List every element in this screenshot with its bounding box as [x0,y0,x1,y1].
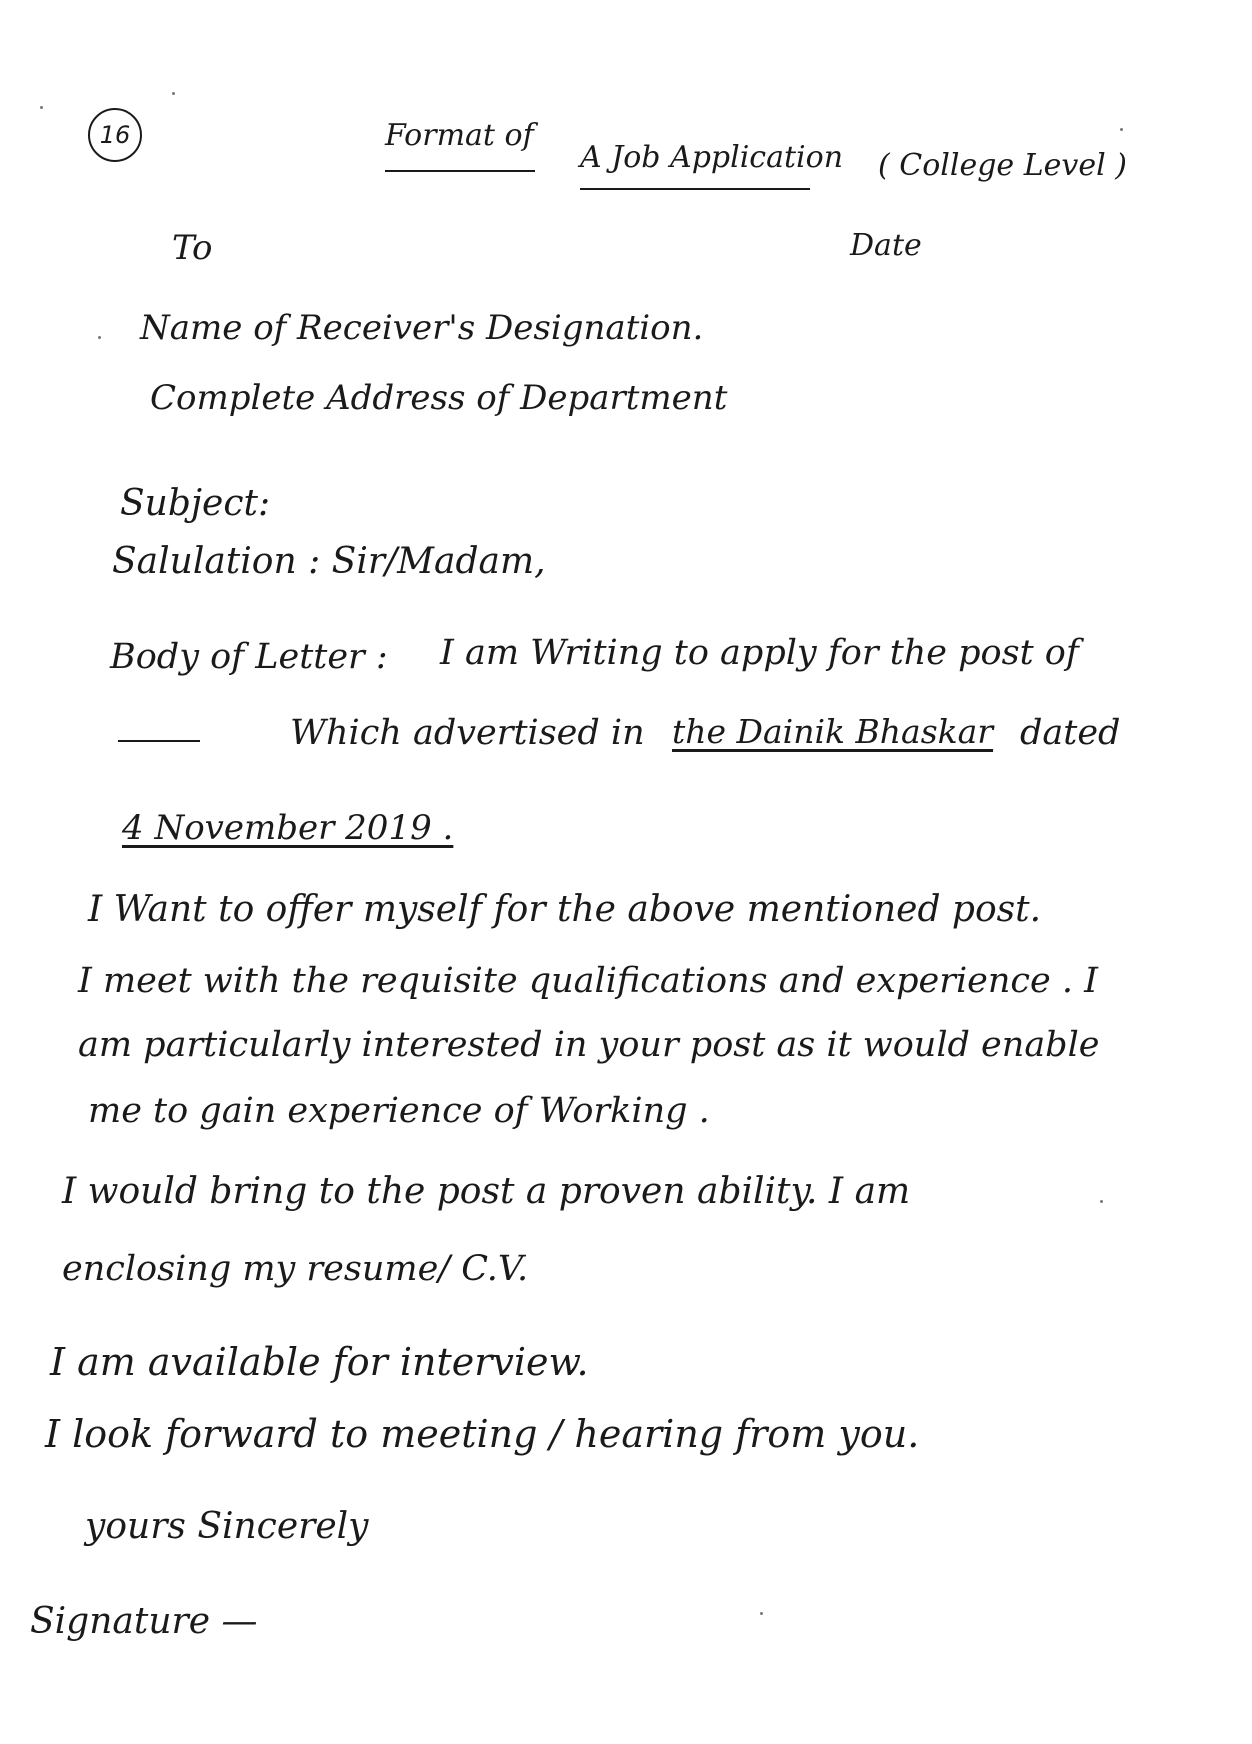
signature-line: Signature — [30,1601,258,1642]
scan-speck [40,106,43,109]
body-line2-suffix: dated [1020,713,1121,753]
para1-line2: I meet with the requisite qualifications and experience . I [78,961,1098,1001]
para1-line3: am particularly interested in your post as it would enable [78,1025,1100,1065]
scan-speck [1120,128,1123,131]
para1-line4: me to gain experience of Working . [88,1091,710,1131]
to-label: To [172,228,213,268]
page-number: 16 [99,121,131,149]
closing: yours Sincerely [85,1506,369,1547]
title-underline-2 [580,188,810,190]
receiver-address: Complete Address of Department [150,378,728,418]
scan-speck [1100,1200,1103,1203]
page-number-circle [88,108,142,162]
scan-speck [760,1612,763,1615]
salutation: Salulation : Sir/Madam, [112,541,546,582]
para1-line1: I Want to offer myself for the above mentioned post. [88,889,1042,930]
body-label: Body of Letter : [110,637,388,677]
para3: I am available for interview. [50,1340,589,1384]
blank-post-line [118,740,200,742]
title-format-of: Format of [385,118,534,153]
title-level: ( College Level ) [878,148,1127,183]
title-underline-1 [385,170,535,172]
newspaper-name: the Dainik Bhaskar [672,712,994,751]
body-line2-prefix: Which advertised in [290,713,645,753]
title-main: A Job Application [580,140,844,175]
scan-speck [98,336,101,339]
scan-speck [172,92,175,95]
para2-line2: enclosing my resume/ C.V. [62,1249,529,1289]
advert-date: 4 November 2019 . [122,808,454,848]
date-label: Date [850,228,922,263]
body-intro-text: I am Writing to apply for the post of [440,633,1079,673]
subject-label: Subject: [120,483,271,524]
para2-line1: I would bring to the post a proven ability. I am [62,1171,911,1212]
para4: I look forward to meeting / hearing from you. [45,1412,920,1456]
receiver-designation: Name of Receiver's Designation. [140,308,704,348]
